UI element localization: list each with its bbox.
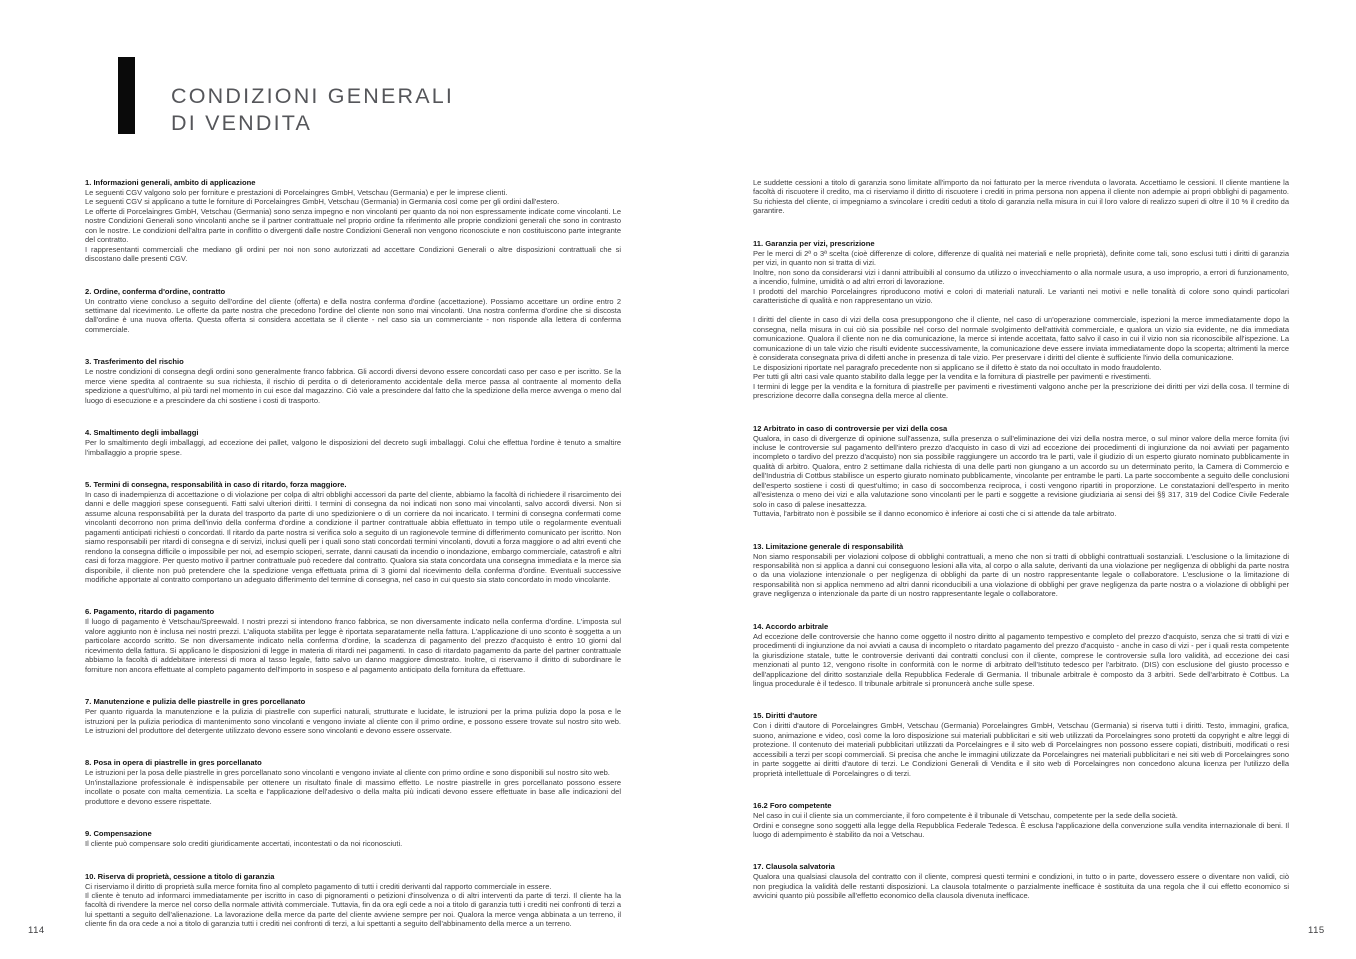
section-block: [753, 249, 1289, 306]
section-block: [753, 632, 1289, 689]
section-block: [85, 768, 621, 806]
paragraph: I termini di legge per la vendita e la fornitura di piastrelle per pavimenti e rivestimenti valgono anche per la prescrizione dei diritti per vizi della cosa. Il termine di prescrizione decorre dalla consegna della merce al cliente.: [753, 381, 1289, 401]
section-block: [85, 438, 621, 457]
terms-section: [85, 480, 621, 584]
section-block: [753, 552, 1289, 599]
page-title: [171, 83, 454, 137]
section-heading: 2. Ordine, conferma d'ordine, contratto: [85, 286, 226, 296]
section-heading: 13. Limitazione generale di responsabilità: [753, 541, 904, 551]
section-block: [85, 297, 621, 335]
terms-section: [85, 357, 621, 405]
terms-section: [753, 178, 1289, 216]
terms-section: [753, 239, 1289, 401]
section-heading: 6. Pagamento, ritardo di pagamento: [85, 607, 215, 617]
page-number-right: 115: [1308, 925, 1325, 936]
paragraph: Per le merci di 2ª o 3ª scelta (cioè differenze di colore, differenze di qualità nei materiali e nelle proprietà), definite come tali, sono esclusi tutti i diritti di garanzia per vizi, in quanto non si tratta di vizi.: [753, 248, 1289, 268]
title-decoration-bar: [118, 57, 135, 134]
page-number-left: 114: [28, 925, 45, 936]
terms-section: [753, 801, 1289, 839]
terms-section: [85, 872, 621, 929]
paragraph: Qualora, in caso di divergenze di opinione sull'assenza, sulla presenza o sull'eliminazione dei vizi della nostra merce, o sul minor valore della merce fornita (ivi incluse le controversie sul pagamento dell'intero prezzo d'acquisto in caso di vizi ad eccezione dei procedimenti di ingiunzione da noi avviati per pagamento incompleto o tardivo del prezzo d'acquisto) non sia possibile raggiungere un accordo tra le parti, vale il giudizio di un esperto giurato nominato pubblicamente in qualità di arbitro. Qualora, entro 2 settimane dalla richiesta di una delle parti non giungano a un accordo su un determinato perito, la Camera di Commercio e dell'Industria di Cottbus stabilisce un esperto giurato nominato pubblicamente, vincolante per entrambe le parti. La parte soccombente a seguito delle conclusioni dell'esperto sostiene i costi di quest'ultimo; in caso di soccombenza reciproca, i costi vengono ripartiti in proporzione. Le constatazioni dell'esperto in merito all'esistenza o meno dei vizi e alla valutazione sono vincolanti per le parti e soggette a revisione giudiziaria ai sensi dei §§ 317, 319 del Codice Civile Federale solo in caso di palese inesattezza.: [753, 433, 1289, 509]
terms-section: [753, 424, 1289, 519]
section-block: [753, 872, 1289, 900]
terms-section: [753, 862, 1289, 900]
paragraph: Per quanto riguarda la manutenzione e la pulizia di piastrelle con superfici naturali, strutturate e lucidate, le istruzioni per la prima pulizia dopo la posa e le istruzioni per la pulizia periodica di mantenimento sono vincolanti e vengono inviate al cliente con il primo ordine, e possono essere trovate sul nostro sito web. Le istruzioni del produttore del detergente utilizzato devono essere sono vincolanti e devono essere osservate.: [85, 707, 621, 735]
paragraph: Un contratto viene concluso a seguito dell'ordine del cliente (offerta) e della nostra conferma d'ordine (accettazione). Possiamo accettare un ordine entro 2 settimane dal ricevimento. Le offerte da parte nostra che precedono l'ordine del cliente non sono mai vincolanti. Una nostra conferma d'ordine che si discosta dall'ordine è una nuova offerta. Questa offerta si considera accettata se il cliente - nel caso sia un commerciante - non risponde alla lettera di conferma commerciale.: [85, 296, 621, 334]
page-title-line2: DI VENDITA: [171, 111, 313, 135]
paragraph: Nel caso in cui il cliente sia un commerciante, il foro competente è il tribunale di Vetschau, competente per la sede della società.: [753, 811, 1178, 821]
section-block: [85, 367, 621, 405]
section-block: [753, 315, 1289, 400]
section-block: [85, 839, 621, 848]
paragraph: I rappresentanti commerciali che mediano gli ordini per noi non sono autorizzati ad accettare Condizioni Generali o altre disposizioni contrattuali che si discostano dalle presenti CGV.: [85, 244, 621, 264]
section-heading: 14. Accordo arbitrale: [753, 621, 829, 631]
paragraph: In caso di inadempienza di accettazione o di violazione per colpa di altri obblighi accessori da parte del cliente, abbiamo la facoltà di richiedere il risarcimento dei danni e delle maggiori spese conseguenti. Fatti salvi ulteriori diritti. I termini di consegna da noi indicati non sono mai vincolanti, salvo accordi diversi. Non si assume alcuna responsabilità per la durata del trasporto da parte di uno spedizioniere o di un corriere da noi incaricato. I termini di consegna confermati come vincolanti decorrono non prima dell'invio della conferma d'ordine a condizione il partner contrattuale abbia effettuato in tempo utile o regolarmente eventuali pagamenti anticipati richiesti o concordati. Il ritardo da parte nostra si verifica solo a seguito di un ragionevole termine di differimento comunicato per iscritto. Non siamo responsabili per ritardi di consegna e di servizi, inclusi quelli per i quali sono stati concordati termini vincolanti, dovuti a forza maggiore o ad altri eventi che rendono la consegna difficile o impossibile per noi, ad esempio scioperi, serrate, danni causati da incendio o inondazione, embargo commerciale, catastrofi e altri casi di forza maggiore. Per questo motivo il partner contrattuale può recedere dal contratto. Qualora sia stata concordata una consegna immediata e la merce sia disponibile, il cliente non può pretendere che la spedizione venga effettuata prima di 3 giorni dal ricevimento della conferma d'ordine. Eventuali successive modifiche apportate al contratto comportano un adeguato differimento del termine di consegna, nel caso in cui questo sia stato concordato in modo vincolante.: [85, 489, 621, 584]
paragraph: Inoltre, non sono da considerarsi vizi i danni attribuibili al consumo da utilizzo o invecchiamento o alla normale usura, a uso improprio, a errori di funzionamento, a incendio, fulmine, umidità o ad altri errori di lavorazione.: [753, 267, 1289, 287]
section-heading: 16.2 Foro competente: [753, 801, 832, 811]
paragraph: Per tutti gli altri casi vale quanto stabilito dalla legge per la vendita e la fornitura di piastrelle per pavimenti e rivestimenti.: [753, 372, 1152, 382]
paragraph: I prodotti del marchio Porcelaingres riproducono motivi e colori di materiali naturali. Le varianti nei motivi e nelle tonalità di colore sono quindi particolari caratteristiche di qualità e non rappresentano un vizio.: [753, 286, 1289, 306]
paragraph: Il cliente è tenuto ad informarci immediatamente per iscritto in caso di pignoramenti o petizioni d'insolvenza o di altri interventi da parte di terzi. Il cliente ha la facoltà di rivendere la merce nel corso della normale attività commerciale. Tuttavia, fin da ora egli cede a noi a titolo di garanzia tutti i crediti nei confronti di terzi a lui spettanti a seguito dell'alienazione. La lavorazione della merce da parte del cliente avviene sempre per noi. Qualora la merce venga abbinata a un terreno, il cliente fin da ora cede a noi a titolo di garanzia tutti i crediti nei confronti di terzi, a lui spettanti a seguito dell'abbinamento della merce a un terreno.: [85, 891, 621, 929]
paragraph: I diritti del cliente in caso di vizi della cosa presuppongono che il cliente, nel caso di un'operazione commerciale, ispezioni la merce immediatamente dopo la consegna, nella misura in cui ciò sia possibile nel corso del normale svolgimento dell'attività commerciale, e qualora un vizio sia evidente, ne dia immediata comunicazione. Qualora il cliente non ne dia comunicazione, la merce si intende accettata, fatto salvo il caso in cui il vizio non sia riconoscibile all'ispezione. La comunicazione di un tale vizio che risulti evidente successivamente, la comunicazione deve essere inviata immediatamente dopo la scoperta; altrimenti la merce è considerata consegnata priva di difetti anche in presenza di tale vizio. Per preservare i diritti del cliente è sufficiente l'invio della comunicazione.: [753, 315, 1289, 363]
paragraph: Non siamo responsabili per violazioni colpose di obblighi contrattuali, a meno che non si tratti di obblighi contrattuali sostanziali. L'esclusione o la limitazione di responsabilità non si applica a danni cui conseguono lesioni alla vita, al corpo o alla salute, derivanti da una violazione per negligenza di obblighi da parte nostra o da una violazione intenzionale o per negligenza di obblighi da parte di un nostro rappresentante legale o collaboratore. L'esclusione o la limitazione di responsabilità non si applica nemmeno ad altri danni riconducibili a una violazione di obblighi per grave negligenza da parte nostra o a violazione di obblighi per grave negligenza o intenzionale da parte di un nostro rappresentante legale o collaboratore.: [753, 551, 1289, 599]
terms-section: [85, 428, 621, 457]
terms-section: [753, 622, 1289, 689]
terms-section: [85, 607, 621, 674]
section-heading: 17. Clausola salvatoria: [753, 862, 835, 872]
section-heading: 9. Compensazione: [85, 829, 152, 839]
section-block: [85, 707, 621, 735]
paragraph: Le nostre condizioni di consegna degli ordini sono generalmente franco fabbrica. Gli accordi diversi devono essere concordati caso per caso e per iscritto. Se la merce viene spedita al contraente su sua richiesta, il rischio di perdita o di deterioramento accidentale della merce passa al contraente al momento della spedizione a quest'ultimo, al più tardi nel momento in cui esce dal magazzino. Ciò vale a prescindere dal fatto che la spedizione della merce avvenga o meno dal luogo di esecuzione e a prescindere da chi sostiene i costi di trasporto.: [85, 367, 621, 405]
section-block: [85, 617, 621, 674]
section-block: [85, 490, 621, 585]
paragraph: Le offerte di Porcelaingres GmbH, Vetschau (Germania) sono senza impegno e non vincolanti per quanto da noi non espressamente indicate come vincolanti. Le nostre Condizioni Generali sono vincolanti anche se il partner contrattuale nel proprio ordine fa riferimento alle proprie condizioni generali che sono in contrasto con le nostre. Le condizioni dell'altra parte in conflitto o divergenti dalle nostre Condizioni Generali non vengono riconosciute e non costituiscono parte integrante del contratto.: [85, 206, 621, 245]
section-heading: 11. Garanzia per vizi, prescrizione: [753, 238, 875, 248]
left-column: [85, 178, 621, 929]
section-heading: 5. Termini di consegna, responsabilità in caso di ritardo, forza maggiore.: [85, 479, 347, 489]
section-block: [753, 811, 1289, 839]
paragraph: Un'installazione professionale è indispensabile per ottenere un risultato finale di massimo effetto. Le nostre piastrelle in gres porcellanato possono essere incollate o posate con malta cementizia. La scelta e l'applicazione dell'adesivo o della malta più indicati devono essere effettuate in base alle indicazioni del produttore e devono essere rispettate.: [85, 777, 621, 806]
paragraph: Ci riserviamo il diritto di proprietà sulla merce fornita fino al completo pagamento di tutti i crediti derivanti dal rapporto commerciale in essere.: [85, 881, 552, 891]
paragraph: Il cliente può compensare solo crediti giuridicamente accertati, incontestati o da noi riconosciuti.: [85, 839, 403, 849]
section-heading: 8. Posa in opera di piastrelle in gres porcellanato: [85, 758, 262, 768]
section-block: [85, 188, 621, 264]
paragraph: Il luogo di pagamento è Vetschau/Spreewald. I nostri prezzi si intendono franco fabbrica, se non diversamente indicato nella conferma d'ordine. L'imposta sul valore aggiunto non è inclusa nei nostri prezzi. L'aliquota stabilita per legge è riportata separatamente nella fattura. L'applicazione di uno sconto è soggetta a un particolare accordo scritto. Se non diversamente indicato nella conferma d'ordine, la scadenza di pagamento del prezzo d'acquisto è entro 10 giorni dal ricevimento della fattura. Si applicano le disposizioni di legge in materia di ritardi nei pagamenti. In caso di ritardato pagamento da parte del partner contrattuale abbiamo la facoltà di addebitare interessi di mora al tasso legale, fatto salvo un danno maggiore dimostrato. Inoltre, ci riservamo il diritto di subordinare le forniture non ancora effettuate al completo pagamento dell'importo in sospeso e al pagamento anticipato della fornitura da effettuare.: [85, 617, 621, 674]
section-heading: 12 Arbitrato in caso di controversie per vizi della cosa: [753, 423, 948, 433]
paragraph: Tuttavia, l'arbitrato non è possibile se il danno economico è inferiore ai costi che ci si attende da tale arbitrato.: [753, 509, 1117, 519]
paragraph: Con i diritti d'autore di Porcelaingres GmbH, Vetschau (Germania) Porcelaingres GmbH, Vetschau (Germania) si riserva tutti i diritti. Testo, immagini, grafica, suono, animazione e video, così come la loro disposizione sui materiali pubblicitari e siti web utilizzati da Porcelaingres sono protetti da copyright e altre leggi di protezione. Il contenuto dei materiali pubblicitari utilizzati da Porcelaingres e il sito web di Porcelaingres non possono essere copiati, distribuiti, modificati o resi accessibili a terzi per scopi commerciali. Si precisa che anche le immagini utilizzate da Porcelaingres nei materiali pubblicitari e nei siti web di Porcelaingres sono in parte soggette ai diritti d'autore di terzi. Le Condizioni Generali di Vendita e il sito web di Porcelaingres non concedono alcuna licenza per l'utilizzo della proprietà intellettuale di Porcelaingres o di terzi.: [753, 721, 1289, 778]
paragraph: Per lo smaltimento degli imballaggi, ad eccezione dei pallet, valgono le disposizioni del decreto sugli imballaggi. Colui che effettua l'ordine è tenuto a smaltire l'imballaggio a proprie spese.: [85, 438, 621, 457]
terms-section: [85, 287, 621, 335]
terms-section: [753, 711, 1289, 778]
section-block: [85, 882, 621, 929]
right-column: [753, 178, 1289, 901]
section-heading: 15. Diritti d'autore: [753, 711, 818, 721]
paragraph: Le istruzioni per la posa delle piastrelle in gres porcellanato sono vincolanti e vengono inviate al cliente con primo ordine e sono disponibili sul nostro sito web.: [85, 768, 610, 778]
section-heading: 3. Trasferimento del rischio: [85, 357, 184, 367]
terms-section: [753, 542, 1289, 599]
terms-section: [85, 829, 621, 848]
terms-section: [85, 178, 621, 264]
section-heading: 7. Manutenzione e pulizia delle piastrelle in gres porcellanato: [85, 697, 306, 707]
section-heading: 10. Riserva di proprietà, cessione a titolo di garanzia: [85, 871, 275, 881]
paragraph: Le seguenti CGV si applicano a tutte le forniture di Porcelaingres GmbH, Vetschau (Germania) in Germania così come per gli ordini dall'estero.: [85, 197, 560, 207]
section-block: [753, 434, 1289, 519]
paragraph: Le suddette cessioni a titolo di garanzia sono limitate all'importo da noi fatturato per la merce rivenduta o lavorata. Accettiamo le cessioni. Il cliente mantiene la facoltà di riscuotere il credito, ma ci riserviamo il diritto di riscuotere i crediti in prima persona non appena il cliente non adempie ai propri obblighi di pagamento. Su richiesta del cliente, ci impegniamo a svincolare i crediti ceduti a titolo di garanzia nella misura in cui il loro valore di realizzo superi di oltre il 10 % il credito da garantire.: [753, 178, 1289, 216]
page-title-line1: CONDIZIONI GENERALI: [171, 84, 455, 108]
terms-section: [85, 697, 621, 735]
section-heading: 1. Informazioni generali, ambito di applicazione: [85, 178, 256, 187]
paragraph: Ad eccezione delle controversie che hanno come oggetto il nostro diritto al pagamento tempestivo e completo del prezzo d'acquisto, senza che si tratti di vizi e procedimenti di ingiunzione da noi avviati a causa di incompleto o ritardato pagamento del prezzo d'acquisto - anche in caso di vizi - per i quali resta competente la giurisdizione statale, tutte le controversie derivanti dai contratti conclusi con il cliente, comprese le controversie sulla loro validità, ad eccezione dei casi menzionati al punto 12, vengono risolte in conformità con le norme di arbitrato dell'Istituto tedesco per l'arbitrato. (DIS) con esclusione del giusto processo e dell'applicazione del diritto sostanziale della Repubblica Federale di Germania. Il tribunale arbitrale è composto da 3 arbitri. Sede dell'arbitrato è Cottbus. La lingua procedurale è il tedesco. Il tribunale arbitrale si pronuncerà anche sulle spese.: [753, 631, 1289, 689]
section-block: [753, 178, 1289, 216]
paragraph: Le seguenti CGV valgono solo per forniture e prestazioni di Porcelaingres GmbH, Vetschau (Germania) e per le imprese clienti.: [85, 187, 508, 197]
paragraph: Le disposizioni riportate nel paragrafo precedente non si applicano se il difetto è stato da noi occultato in modo fraudolento.: [753, 362, 1162, 372]
section-heading: 4. Smaltimento degli imballaggi: [85, 428, 199, 438]
terms-section: [85, 758, 621, 806]
section-block: [753, 721, 1289, 778]
paragraph: Ordini e consegne sono soggetti alla legge della Repubblica Federale Tedesca. È esclusa l'applicazione della convenzione sulla vendita internazionale di beni. Il luogo di adempimento è stabilito da noi a Vetschau.: [753, 820, 1289, 840]
paragraph: Qualora una qualsiasi clausola del contratto con il cliente, compresi questi termini e condizioni, in tutto o in parte, dovessero essere o diventare non validi, ciò non pregiudica la validità delle restanti disposizioni. La clausola totalmente o parzialmente inefficace è sostituita da una regola che il cui effetto economico si avvicini quanto più possibile all'effetto economico della clausola divenuta inefficace.: [753, 872, 1289, 901]
